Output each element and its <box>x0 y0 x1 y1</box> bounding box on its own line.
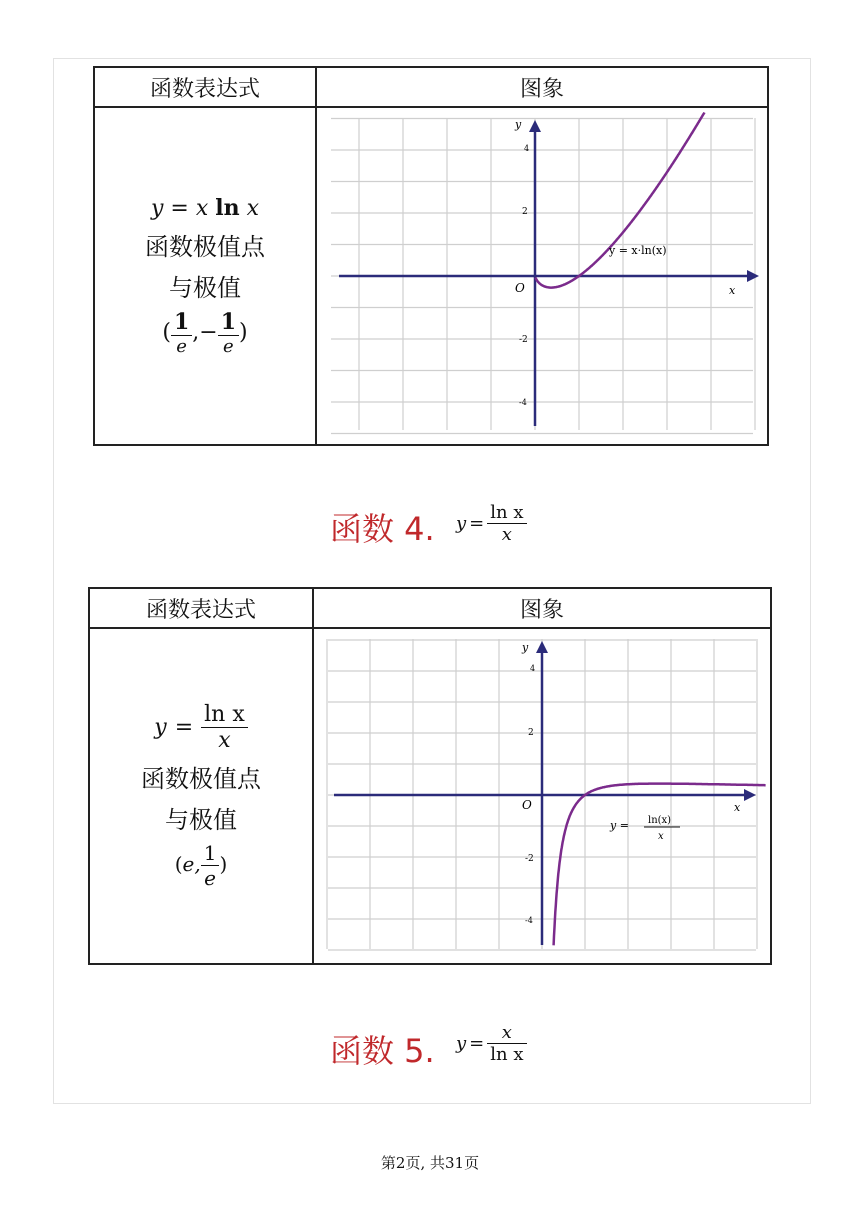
tick-label-minus4: -4 <box>519 398 527 407</box>
y-axis-arrow-2 <box>536 641 548 653</box>
function-table-1 <box>93 66 769 446</box>
y-axis-label-1: y <box>515 118 522 131</box>
y-axis-label-2: y <box>522 641 529 654</box>
formula2-y: y <box>154 715 167 740</box>
formula-x2: x <box>246 196 260 221</box>
x-axis-arrow-2 <box>744 789 756 801</box>
page-footer: 第2页, 共31页 <box>380 1154 480 1172</box>
curve-label-2-y: y = <box>610 819 629 832</box>
point-separator: ,− <box>192 320 218 345</box>
heading-5-eq: = <box>469 1033 485 1054</box>
point2-frac: $\frac{1}{e}$ <box>201 841 220 890</box>
formula-y: y <box>150 196 164 221</box>
header-graph: 图象 <box>316 67 768 107</box>
heading-function-4: 函数 4. <box>330 510 435 548</box>
heading-5-frac: $\frac{x}{\text{ln x}}$ <box>487 1022 526 1065</box>
header-expression-2: 函数表达式 <box>89 588 313 628</box>
header-expression: 函数表达式 <box>94 67 316 107</box>
origin-label-2: O <box>522 798 532 812</box>
tick2-label-2: 2 <box>528 728 534 738</box>
graph-2 <box>314 629 770 959</box>
formula-expression <box>95 195 315 221</box>
heading-4-frac: $\frac{\text{ln x}}{x}$ <box>487 502 526 545</box>
curve-xlnx <box>535 113 704 288</box>
extremum-label-2: 与极值 <box>169 274 241 302</box>
graph-cell-1 <box>316 107 768 445</box>
point-frac-1: $\frac{1}{e}$ <box>171 309 192 357</box>
x-axis-label-1: x <box>729 284 736 297</box>
heading-function-5: 函数 5. <box>330 1032 435 1070</box>
tick2-label-4: 4 <box>530 664 536 673</box>
heading-4-eq: = <box>469 513 485 534</box>
point-frac-2: $\frac{1}{e}$ <box>218 309 239 357</box>
formula-eq: = <box>170 196 189 221</box>
expression-cell-2 <box>89 628 313 964</box>
header-graph-2: 图象 <box>313 588 771 628</box>
curve-label-2-num: ln(x) <box>648 815 672 826</box>
x-axis-label-2: x <box>734 801 741 814</box>
heading-4-formula <box>456 502 527 545</box>
formula2-frac: $\frac{\text{ln x}}{x}$ <box>201 702 248 753</box>
tick2-label-minus4: -4 <box>525 916 533 925</box>
curve-label-1: y = x·ln(x) <box>609 244 667 257</box>
point2-e: e, <box>182 852 201 876</box>
formula2-eq: = <box>174 715 194 740</box>
expression-cell <box>94 107 316 445</box>
extremum-label-2-2: 与极值 <box>165 806 237 834</box>
heading-5-formula <box>456 1022 527 1065</box>
tick-label-4: 4 <box>524 144 530 153</box>
extremum-point-2: (e, $\frac{1}{e}$ ) <box>174 841 228 890</box>
tick-label-2: 2 <box>522 207 528 217</box>
extremum-label-2-1: 函数极值点 <box>141 765 261 793</box>
formula-expression-2 <box>90 702 312 753</box>
origin-label-1: O <box>515 281 525 295</box>
y-axis-arrow-1 <box>529 120 541 132</box>
extremum-point: ( $\frac{1}{e}$ ,− $\frac{1}{e}$ ) <box>162 309 248 357</box>
extremum-label-1: 函数极值点 <box>145 233 265 261</box>
graph-cell-2 <box>313 628 771 964</box>
heading-4-y: y <box>456 513 467 534</box>
x-axis-arrow-1 <box>747 270 759 282</box>
formula-ln: ln <box>215 195 240 221</box>
heading-5-y: y <box>456 1033 467 1054</box>
graph-1 <box>317 108 767 440</box>
formula-x: x <box>195 196 209 221</box>
curve-label-2-den: x <box>658 831 664 842</box>
tick2-label-minus2: -2 <box>525 854 534 864</box>
function-table-2 <box>88 587 772 965</box>
tick-label-minus2: -2 <box>519 335 528 345</box>
